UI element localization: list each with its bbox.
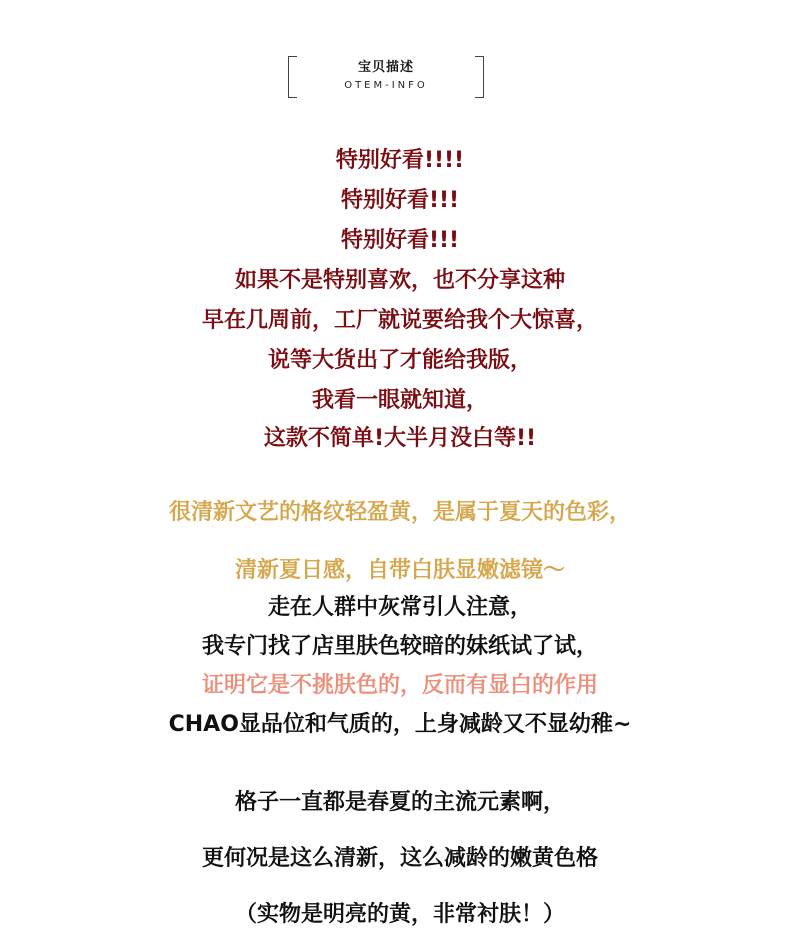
description-line-6: 说等大货出了才能给我版，	[267, 347, 532, 373]
description-line-3: 特别好看!!!	[340, 227, 460, 253]
description-line-5: 早在几周前，工厂就说要给我个大惊喜，	[201, 307, 598, 333]
description-line-13: 证明它是不挑肤色的，反而有显白的作用	[201, 672, 598, 698]
description-line-11: 走在人群中灰常引人注意，	[267, 594, 532, 620]
header-subtitle: OTEM-INFO	[344, 80, 428, 91]
description-line-1: 特别好看!!!!	[335, 147, 465, 173]
description-line-8: 这款不简单!大半月没白等!!	[263, 425, 537, 451]
description-line-4: 如果不是特别喜欢，也不分享这种	[234, 267, 565, 293]
description-line-17: （实物是明亮的黄，非常衬肤！）	[234, 901, 565, 927]
description-line-15: 格子一直都是春夏的主流元素啊，	[234, 789, 565, 815]
description-line-9: 很清新文艺的格纹轻盈黄，是属于夏天的色彩，	[168, 499, 631, 525]
description-line-2: 特别好看!!!	[340, 187, 460, 213]
section-header	[288, 56, 484, 96]
description-line-10: 清新夏日感，自带白肤显嫩滤镜～	[234, 557, 565, 583]
description-line-12: 我专门找了店里肤色较暗的妹纸试了试，	[201, 633, 598, 659]
description-line-14: CHAO显品位和气质的，上身减龄又不显幼稚~	[168, 711, 632, 737]
description-line-7: 我看一眼就知道，	[311, 387, 488, 413]
description-line-16: 更何况是这么清新，这么减龄的嫩黄色格	[201, 845, 598, 871]
header-title: 宝贝描述	[357, 60, 414, 75]
